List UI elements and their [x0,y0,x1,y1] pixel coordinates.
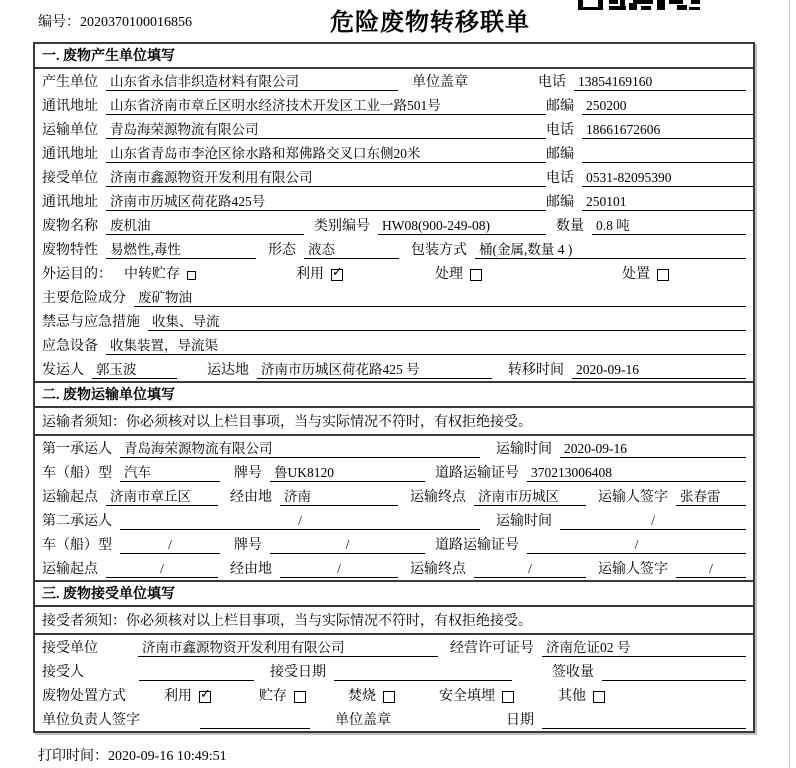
carrier-sign-label: 运输人签字 [598,490,668,505]
row-responsible-sign [35,707,753,731]
option-label: 利用 [164,689,192,704]
transport-time-value: / [560,512,746,530]
transport-unit-value: 青岛海荣源物流有限公司 [106,121,546,139]
option-label: 其他 [558,689,586,704]
zip-value: 250200 [582,97,754,115]
plate-label: 牌号 [234,538,262,553]
producer-unit-value: 山东省永信非织造材料有限公司 [106,73,398,91]
transport-time-label: 运输时间 [496,514,552,529]
equipment-value: 收集装置，导流渠 [106,337,746,355]
option-treat [435,263,482,283]
transfer-date-value: 2020-09-16 [572,361,746,379]
row-second-carrier [35,508,753,532]
responsible-sign-label: 单位负责人签字 [42,713,140,728]
checkbox-other [593,691,605,703]
zip-value [582,145,754,163]
section-producer [35,44,753,381]
waste-name-value: 废机油 [106,217,304,235]
address-value: 山东省济南市章丘区明水经济技术开发区工业一路501号 [106,97,546,115]
contraindication-value: 收集、导流 [148,313,746,331]
equipment-label: 应急设备 [42,339,98,354]
address-value: 山东省青岛市李沧区徐水路和郑佛路交叉口东侧20米 [106,145,546,163]
option-label: 利用 [296,267,324,282]
transport-time-label: 运输时间 [496,442,552,457]
checkbox-incinerate [383,691,395,703]
packaging-label: 包装方式 [411,243,467,258]
row-first-carrier [35,436,753,460]
print-time-label: 打印时间： [38,749,108,764]
acceptor-label: 接受人 [42,665,84,680]
category-value: HW08(900-249-08) [378,217,546,235]
plate-label: 牌号 [234,466,262,481]
road-license-value: 370213006408 [527,464,746,482]
option-label: 处理 [435,267,463,282]
receiver-unit-value: 济南市鑫源物资开发利用有限公司 [106,169,546,187]
category-label: 类别编号 [314,219,370,234]
transfer-form [33,42,755,733]
carrier-label: 第二承运人 [42,514,112,529]
row-waste-traits [35,237,753,261]
hazard-value: 废矿物油 [134,289,746,307]
print-time-value: 2020-09-16 10:49:51 [108,749,227,764]
accept-date-label: 接受日期 [270,665,326,680]
receiver-notice: 接受者须知：你必须核对以上栏目事项，当与实际情况不符时，有权拒绝接受。 [35,607,753,635]
phone-label: 电话 [546,123,574,138]
phone-value: 0531-82095390 [582,169,754,187]
row-transport-unit [35,117,753,141]
unit-seal-label: 单位盖章 [412,75,468,90]
row-first-vehicle [35,460,753,484]
option-label: 处置 [622,267,650,282]
document-header [0,0,796,42]
carrier-sign-value: / [676,560,746,578]
origin-label: 运输起点 [42,490,98,505]
end-label: 运输终点 [410,490,466,505]
vehicle-type-value: 汽车 [120,464,220,482]
transporter-notice: 运输者须知：你必须核对以上栏目事项，当与实际情况不符时，有权拒绝接受。 [35,408,753,436]
zip-label: 邮编 [546,147,574,162]
option-other [558,685,605,705]
address-value: 济南市历城区荷花路425号 [106,193,546,211]
checkbox-utilize [331,269,343,281]
section-transporter [35,381,753,580]
end-value: / [474,560,586,578]
form-state-label: 形态 [268,243,296,258]
option-storage [259,685,306,705]
option-label: 焚烧 [348,689,376,704]
permit-label: 经营许可证号 [450,641,534,656]
row-receiver-address [35,189,753,213]
via-label: 经由地 [230,562,272,577]
accept-unit-value: 济南市鑫源物资开发利用有限公司 [138,639,438,657]
zip-label: 邮编 [546,99,574,114]
plate-value: / [270,536,425,554]
destination-label: 运达地 [207,363,249,378]
qr-code-icon [578,0,700,10]
row-first-route [35,484,753,508]
option-landfill [439,685,514,705]
transfer-date-label: 转移时间 [508,363,564,378]
received-qty-value [602,663,746,681]
row-emergency-equipment [35,333,753,357]
responsible-sign-value [200,711,310,729]
section-receiver-heading: 三. 废物接受单位填写 [35,582,753,607]
origin-value: / [106,560,218,578]
packaging-value: 桶(金属,数量 4 ) [475,241,746,259]
checkbox-treat [470,269,482,281]
contraindication-label: 禁忌与应急措施 [42,315,140,330]
document-number-label: 编号： [38,15,80,30]
row-hazard-components [35,285,753,309]
producer-unit-label: 产生单位 [42,75,98,90]
row-producer-unit [35,69,753,93]
origin-value: 济南市章丘区 [106,488,218,506]
row-transfer-purpose [35,261,753,285]
date-label: 日期 [506,713,534,728]
section-receiver [35,580,753,731]
transport-time-value: 2020-09-16 [560,440,746,458]
phone-label: 电话 [538,75,566,90]
row-waste-name [35,213,753,237]
via-value: 济南 [280,488,398,506]
carrier-value: 青岛海荣源物流有限公司 [120,440,480,458]
phone-value: 13854169160 [574,73,746,91]
shipper-label: 发运人 [42,363,84,378]
option-label: 安全填埋 [439,689,495,704]
checkbox-transit-storage [187,271,196,280]
shipper-value: 郭玉波 [92,361,177,379]
page-title: 危险废物转移联单 [330,10,530,36]
print-time [38,745,227,765]
via-label: 经由地 [230,490,272,505]
form-state-value: 液态 [304,241,399,259]
checkbox-landfill [502,691,514,703]
characteristics-label: 废物特性 [42,243,98,258]
address-label: 通讯地址 [42,147,98,162]
section-producer-heading: 一. 废物产生单位填写 [35,44,753,69]
row-contraindication [35,309,753,333]
option-transit-storage [124,263,196,283]
row-producer-address [35,93,753,117]
checkbox-storage [294,691,306,703]
received-qty-label: 签收量 [552,665,594,680]
row-shipper [35,357,753,381]
origin-label: 运输起点 [42,562,98,577]
row-transport-address [35,141,753,165]
checkbox-utilize [199,691,211,703]
row-accept-unit [35,635,753,659]
row-second-route [35,556,753,580]
end-value: 济南市历城区 [474,488,586,506]
vehicle-type-value: / [120,536,220,554]
characteristics-value: 易燃性,毒性 [106,241,256,259]
zip-value: 250101 [582,193,754,211]
unit-seal-label: 单位盖章 [335,713,391,728]
zip-label: 邮编 [546,195,574,210]
option-utilize [296,263,343,283]
carrier-sign-value: 张春雷 [676,488,746,506]
address-label: 通讯地址 [42,195,98,210]
accept-date-value [334,663,512,681]
quantity-value: 0.8 吨 [592,217,746,235]
plate-value: 鲁UK8120 [270,464,425,482]
road-license-value: / [527,536,746,554]
row-second-vehicle [35,532,753,556]
address-label: 通讯地址 [42,99,98,114]
carrier-sign-label: 运输人签字 [598,562,668,577]
carrier-value: / [120,512,480,530]
document-number [38,11,192,31]
receiver-unit-label: 接受单位 [42,171,98,186]
acceptor-value [139,663,254,681]
checkbox-dispose [657,269,669,281]
transport-unit-label: 运输单位 [42,123,98,138]
option-label: 中转贮存 [124,267,180,282]
carrier-label: 第一承运人 [42,442,112,457]
phone-label: 电话 [546,171,574,186]
quantity-label: 数量 [556,219,584,234]
road-license-label: 道路运输证号 [435,538,519,553]
option-label: 贮存 [259,689,287,704]
accept-unit-label: 接受单位 [42,641,98,656]
end-label: 运输终点 [410,562,466,577]
document-number-value: 2020370100016856 [80,15,192,30]
via-value: / [280,560,398,578]
purpose-label: 外运目的： [42,267,112,282]
vehicle-type-label: 车（船）型 [42,538,112,553]
option-dispose [622,263,669,283]
hazard-label: 主要危险成分 [42,291,126,306]
row-receiver-unit [35,165,753,189]
vehicle-type-label: 车（船）型 [42,466,112,481]
row-acceptor [35,659,753,683]
date-value [542,711,746,729]
page-edge-line [789,0,790,768]
disposal-label: 废物处置方式 [42,689,126,704]
waste-name-label: 废物名称 [42,219,98,234]
option-utilize [164,685,211,705]
permit-value: 济南危证02 号 [542,639,746,657]
road-license-label: 道路运输证号 [435,466,519,481]
section-transporter-heading: 二. 废物运输单位填写 [35,383,753,408]
destination-value: 济南市历城区荷花路425 号 [257,361,492,379]
option-incinerate [348,685,395,705]
phone-value: 18661672606 [582,121,754,139]
row-disposal-method [35,683,753,707]
